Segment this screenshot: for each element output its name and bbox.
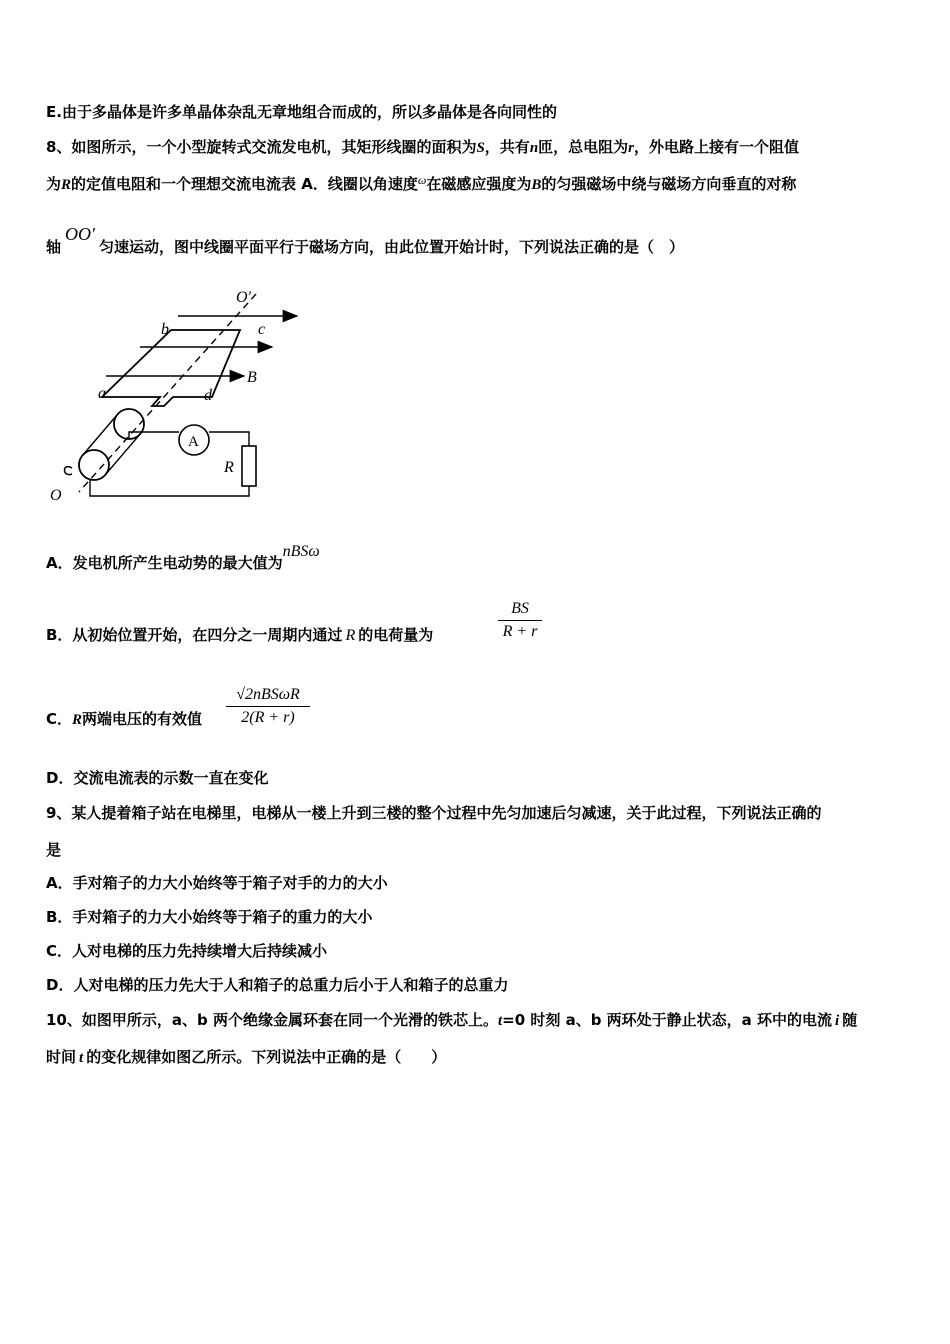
q9-text: 9、某人提着箱子站在电梯里，电梯从一楼上升到三楼的整个过程中先匀加速后匀减速，关于此过程，下列说法正确的	[46, 804, 822, 822]
fraction-numerator: √2nBSωR	[236, 686, 300, 703]
var-n: n	[529, 140, 539, 156]
label-ammeter: A	[188, 434, 199, 450]
label-b: b	[161, 321, 169, 338]
q9-option-c	[46, 941, 327, 961]
q10-line-1	[46, 1010, 857, 1031]
shaft-line	[106, 433, 141, 474]
fraction-numerator: BS	[511, 600, 529, 617]
var-R: R	[345, 627, 356, 644]
option-text: 两端电压的有效值	[82, 710, 203, 728]
q10-text: 时间	[46, 1048, 77, 1066]
option-text: 的电荷量为	[358, 626, 434, 644]
q10-text: =0 时刻 a、b 两环处于静止状态，a 环中的电流	[502, 1011, 833, 1029]
var-r: r	[628, 140, 635, 156]
fraction-charge	[498, 600, 542, 641]
var-t: t	[79, 1050, 84, 1066]
rotation-arrow	[65, 467, 73, 475]
option-e-text: E.由于多晶体是许多单晶体杂乱无章地组合而成的，所以多晶体是各向同性的	[46, 103, 557, 121]
q8-text: 在磁感应强度为	[426, 175, 532, 193]
q8-line-2	[46, 174, 796, 195]
option-text: B．手对箱子的力大小始终等于箱子的重力的大小	[46, 908, 373, 926]
var-S: S	[476, 140, 485, 156]
q8-text: 匝，总电阻为	[538, 138, 629, 156]
label-r: R	[224, 459, 234, 476]
expr-emf-max: nBSω	[282, 543, 320, 560]
q8-option-a	[46, 543, 320, 574]
var-B: B	[531, 177, 542, 193]
option-text: C．人对电梯的压力先持续增大后持续减小	[46, 942, 328, 960]
fraction-bar	[226, 706, 310, 707]
option-text: D．人对电梯的压力先大于人和箱子的总重力后小于人和箱子的总重力	[46, 976, 509, 994]
q8-text: 匀速运动，图中线圈平面平行于磁场方向，由此位置开始计时，下列说法正确的是（ ）	[98, 238, 684, 256]
q8-option-b	[46, 625, 433, 646]
var-R: R	[72, 712, 83, 728]
q8-text: 8、如图所示，一个小型旋转式交流发电机，其矩形线圈的面积为	[46, 138, 477, 156]
wire	[90, 480, 249, 496]
fraction-voltage	[226, 686, 310, 727]
label-d: d	[204, 387, 212, 404]
option-text: C．	[46, 710, 73, 728]
var-t: t	[497, 1013, 503, 1029]
option-text: D．交流电流表的示数一直在变化	[46, 769, 269, 787]
q8-text: ，外电路上接有一个阻值	[634, 138, 800, 156]
q9-option-d	[46, 975, 508, 995]
fraction-bar	[498, 620, 542, 621]
label-o-prime: O′	[236, 289, 252, 306]
q8-line-3	[46, 224, 684, 257]
label-a: a	[98, 385, 106, 402]
q8-option-c	[46, 709, 202, 730]
option-text: B．从初始位置开始，在四分之一周期内通过	[46, 626, 343, 644]
q9-line-2	[46, 840, 61, 860]
q10-text: 10、如图甲所示，a、b 两个绝缘金属环套在同一个光滑的铁芯上。	[46, 1011, 498, 1029]
option-e-line	[46, 102, 557, 122]
q8-text: 为	[46, 175, 62, 193]
q9-option-b	[46, 907, 372, 927]
label-b-field: B	[247, 369, 257, 386]
q10-line-2	[46, 1047, 446, 1068]
q8-line-1	[46, 137, 799, 158]
q8-text: 的定值电阻和一个理想交流电流表 A．线圈以角速度	[71, 175, 418, 193]
option-text: A．发电机所产生电动势的最大值为	[46, 554, 283, 572]
q9-line-1	[46, 803, 821, 823]
rectangular-coil	[102, 330, 240, 406]
q9-option-a	[46, 873, 388, 893]
q10-text: 随	[842, 1011, 858, 1029]
label-c: c	[258, 321, 266, 338]
q8-text: ，共有	[484, 138, 530, 156]
shaft-line	[82, 415, 117, 456]
q8-text: 的匀强磁场中绕与磁场方向垂直的对称	[541, 175, 797, 193]
fraction-denominator: 2(R + r)	[241, 709, 295, 726]
q9-text: 是	[46, 841, 62, 859]
option-text: A．手对箱子的力大小始终等于箱子对手的力的大小	[46, 874, 388, 892]
fraction-denominator: R + r	[502, 623, 538, 640]
q10-text: 的变化规律如图乙所示。下列说法中正确的是（ ）	[86, 1048, 447, 1066]
var-i: i	[835, 1013, 840, 1029]
label-o: O	[50, 487, 62, 504]
var-axis-OO: OO′	[65, 224, 95, 244]
resistor	[242, 446, 256, 486]
q8-text: 轴	[46, 238, 62, 256]
q8-option-d	[46, 768, 268, 788]
generator-figure	[44, 282, 314, 508]
var-omega: ω	[417, 173, 427, 187]
var-R: R	[61, 177, 72, 193]
wire	[209, 432, 249, 446]
